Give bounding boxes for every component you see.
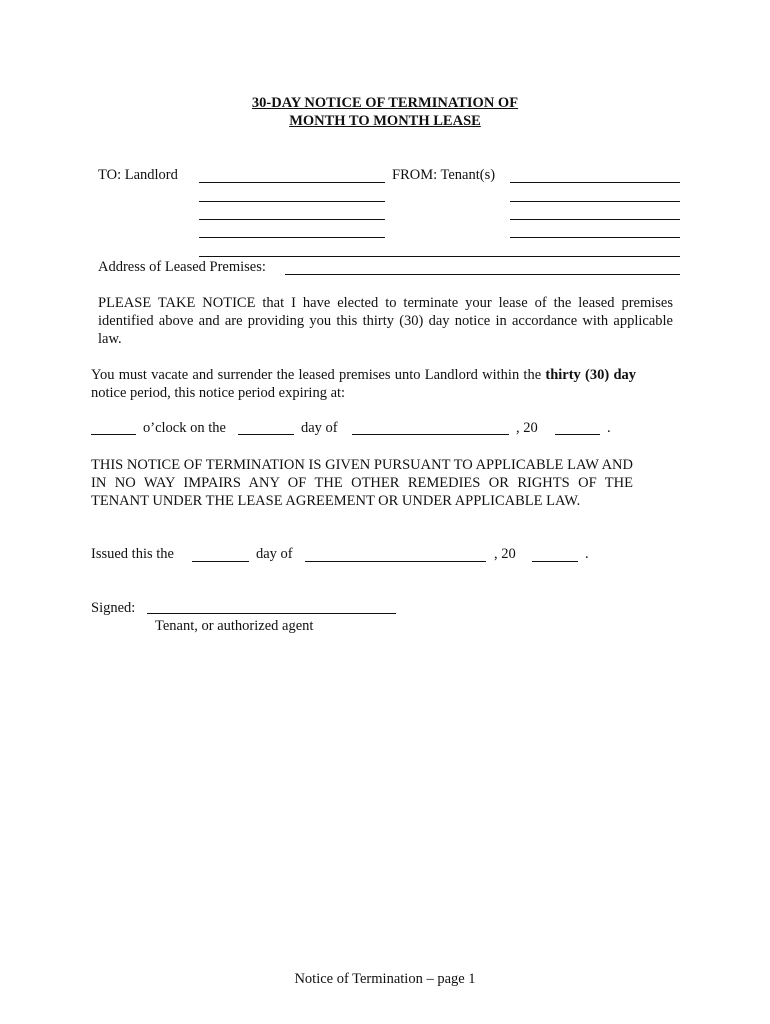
document-title-line-2: MONTH TO MONTH LEASE [289, 113, 481, 129]
vacate-text-start: You must vacate and surrender the leased premises unto Landlord within the [91, 367, 542, 383]
landlord-name-line-1 [199, 182, 385, 183]
landlord-name-line-3 [199, 219, 385, 220]
document-title-line-1: 30-DAY NOTICE OF TERMINATION OF [251, 95, 519, 111]
vacate-bold-day: day [613, 367, 637, 383]
tenant-name-line-3 [510, 219, 680, 220]
landlord-name-line-4 [199, 237, 385, 238]
expiry-oclock-text: o’clock on the [143, 420, 226, 436]
signed-label: Signed: [91, 600, 136, 616]
expiry-year-prefix: , 20 [516, 420, 538, 436]
tenant-name-line-1 [510, 182, 680, 183]
vacate-paragraph [91, 366, 636, 402]
expiry-day-of-text: day of [301, 420, 338, 436]
page-footer: Notice of Termination – page 1 [294, 971, 476, 987]
issued-period: . [585, 546, 589, 562]
to-landlord-label: TO: Landlord [98, 167, 178, 183]
signature-line [147, 613, 396, 614]
expiry-month-line [352, 434, 509, 435]
issued-year-prefix: , 20 [494, 546, 516, 562]
expiry-year-line [555, 434, 600, 435]
landlord-name-line-2 [199, 201, 385, 202]
issued-day-line [192, 561, 249, 562]
address-label: Address of Leased Premises: [98, 259, 266, 275]
from-tenant-label: FROM: Tenant(s) [392, 167, 496, 183]
tenant-name-line-4 [510, 237, 680, 238]
vacate-text-end: notice period, this notice period expiring at: [91, 385, 346, 401]
issued-month-line [305, 561, 486, 562]
legal-paragraph: THIS NOTICE OF TERMINATION IS GIVEN PURSUANT TO APPLICABLE LAW AND IN NO WAY IMPAIRS ANY OF THE OTHER REMEDIES OR RIGHTS OF THE TENANT UNDER THE LEASE AGREEMENT OR UNDER APPLICABLE LAW. [91, 457, 633, 509]
address-line [285, 274, 680, 275]
expiry-hour-line [91, 434, 136, 435]
expiry-period: . [607, 420, 611, 436]
address-line-upper [199, 256, 680, 257]
expiry-day-line [238, 434, 294, 435]
vacate-bold-period: thirty (30) [545, 367, 610, 383]
notice-paragraph: PLEASE TAKE NOTICE that I have elected to terminate your lease of the leased premises identified above and are providing you this thirty (30) day notice in accordance with applicable law. [98, 295, 673, 347]
tenant-name-line-2 [510, 201, 680, 202]
signature-caption: Tenant, or authorized agent [155, 618, 314, 634]
issued-year-line [532, 561, 578, 562]
issued-day-of-text: day of [256, 546, 293, 562]
issued-this-text: Issued this the [91, 546, 174, 562]
